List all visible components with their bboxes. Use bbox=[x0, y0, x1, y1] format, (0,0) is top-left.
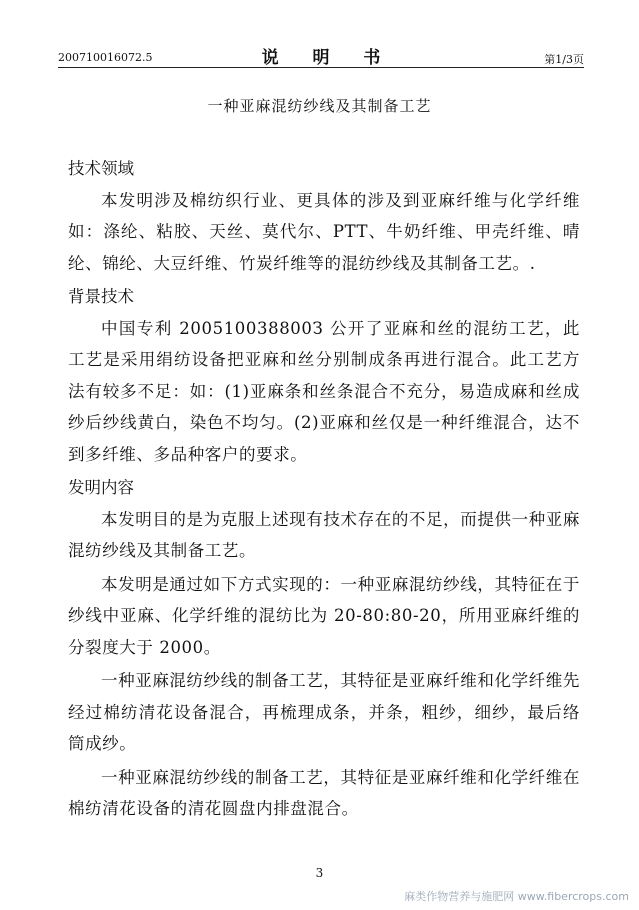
section-invention-content bbox=[68, 472, 580, 825]
header-title: 说 明 书 bbox=[261, 48, 395, 68]
paragraph: 本发明涉及棉纺织行业、更具体的涉及到亚麻纤维与化学纤维如：涤纶、粘胶、天丝、莫代尔、PTT、牛奶纤维、甲壳纤维、晴纶、锦纶、大豆纤维、竹炭纤维等的混纺纱线及其制备工艺。. bbox=[68, 190, 580, 273]
paragraph: 一种亚麻混纺纱线的制备工艺，其特征是亚麻纤维和化学纤维先经过棉纺清花设备混合，再梳理成条，并条，粗纱，细纱，最后络筒成纱。 bbox=[68, 671, 580, 753]
document-title: 一种亚麻混纺纱线及其制备工艺 bbox=[207, 97, 432, 115]
document-body bbox=[68, 153, 580, 827]
section-heading: 发明内容 bbox=[68, 478, 134, 497]
doc-number: 200710016072.5 bbox=[58, 51, 153, 64]
site-watermark: 麻类作物营养与施肥网 www.fibercrops.com bbox=[404, 890, 629, 903]
page-header bbox=[58, 41, 584, 68]
paragraph: 中国专利 200510038800З 公开了亚麻和丝的混纺工艺，此工艺是采用绢纺设备把亚麻和丝分别制成条再进行混合。此工艺方法有较多不足：如：(1)亚麻条和丝条混合不充分，易造成麻和丝成纱后纱线黄白，染色不均匀。(2)亚麻和丝仅是一种纤维混合，达不到多纤维、多品种客户的要求。 bbox=[68, 318, 580, 464]
section-heading: 技术领域 bbox=[68, 159, 134, 178]
page-number: 3 bbox=[315, 866, 324, 880]
paragraph: 本发明是通过如下方式实现的：一种亚麻混纺纱线，其特征在于纱线中亚麻、化学纤维的混纺比为 20-80:80-20，所用亚麻纤维的分裂度大于 2000。 bbox=[68, 574, 580, 657]
paragraph: 本发明目的是为克服上述现有技术存在的不足，而提供一种亚麻混纺纱线及其制备工艺。 bbox=[68, 509, 580, 560]
paragraph: 一种亚麻混纺纱线的制备工艺，其特征是亚麻纤维和化学纤维在棉纺清花设备的清花圆盘内排盘混合。 bbox=[68, 767, 580, 818]
section-background bbox=[68, 281, 580, 470]
section-heading: 背景技术 bbox=[68, 287, 134, 306]
section-technical-field bbox=[68, 153, 580, 279]
page-info: 第1/3页 bbox=[544, 53, 584, 66]
